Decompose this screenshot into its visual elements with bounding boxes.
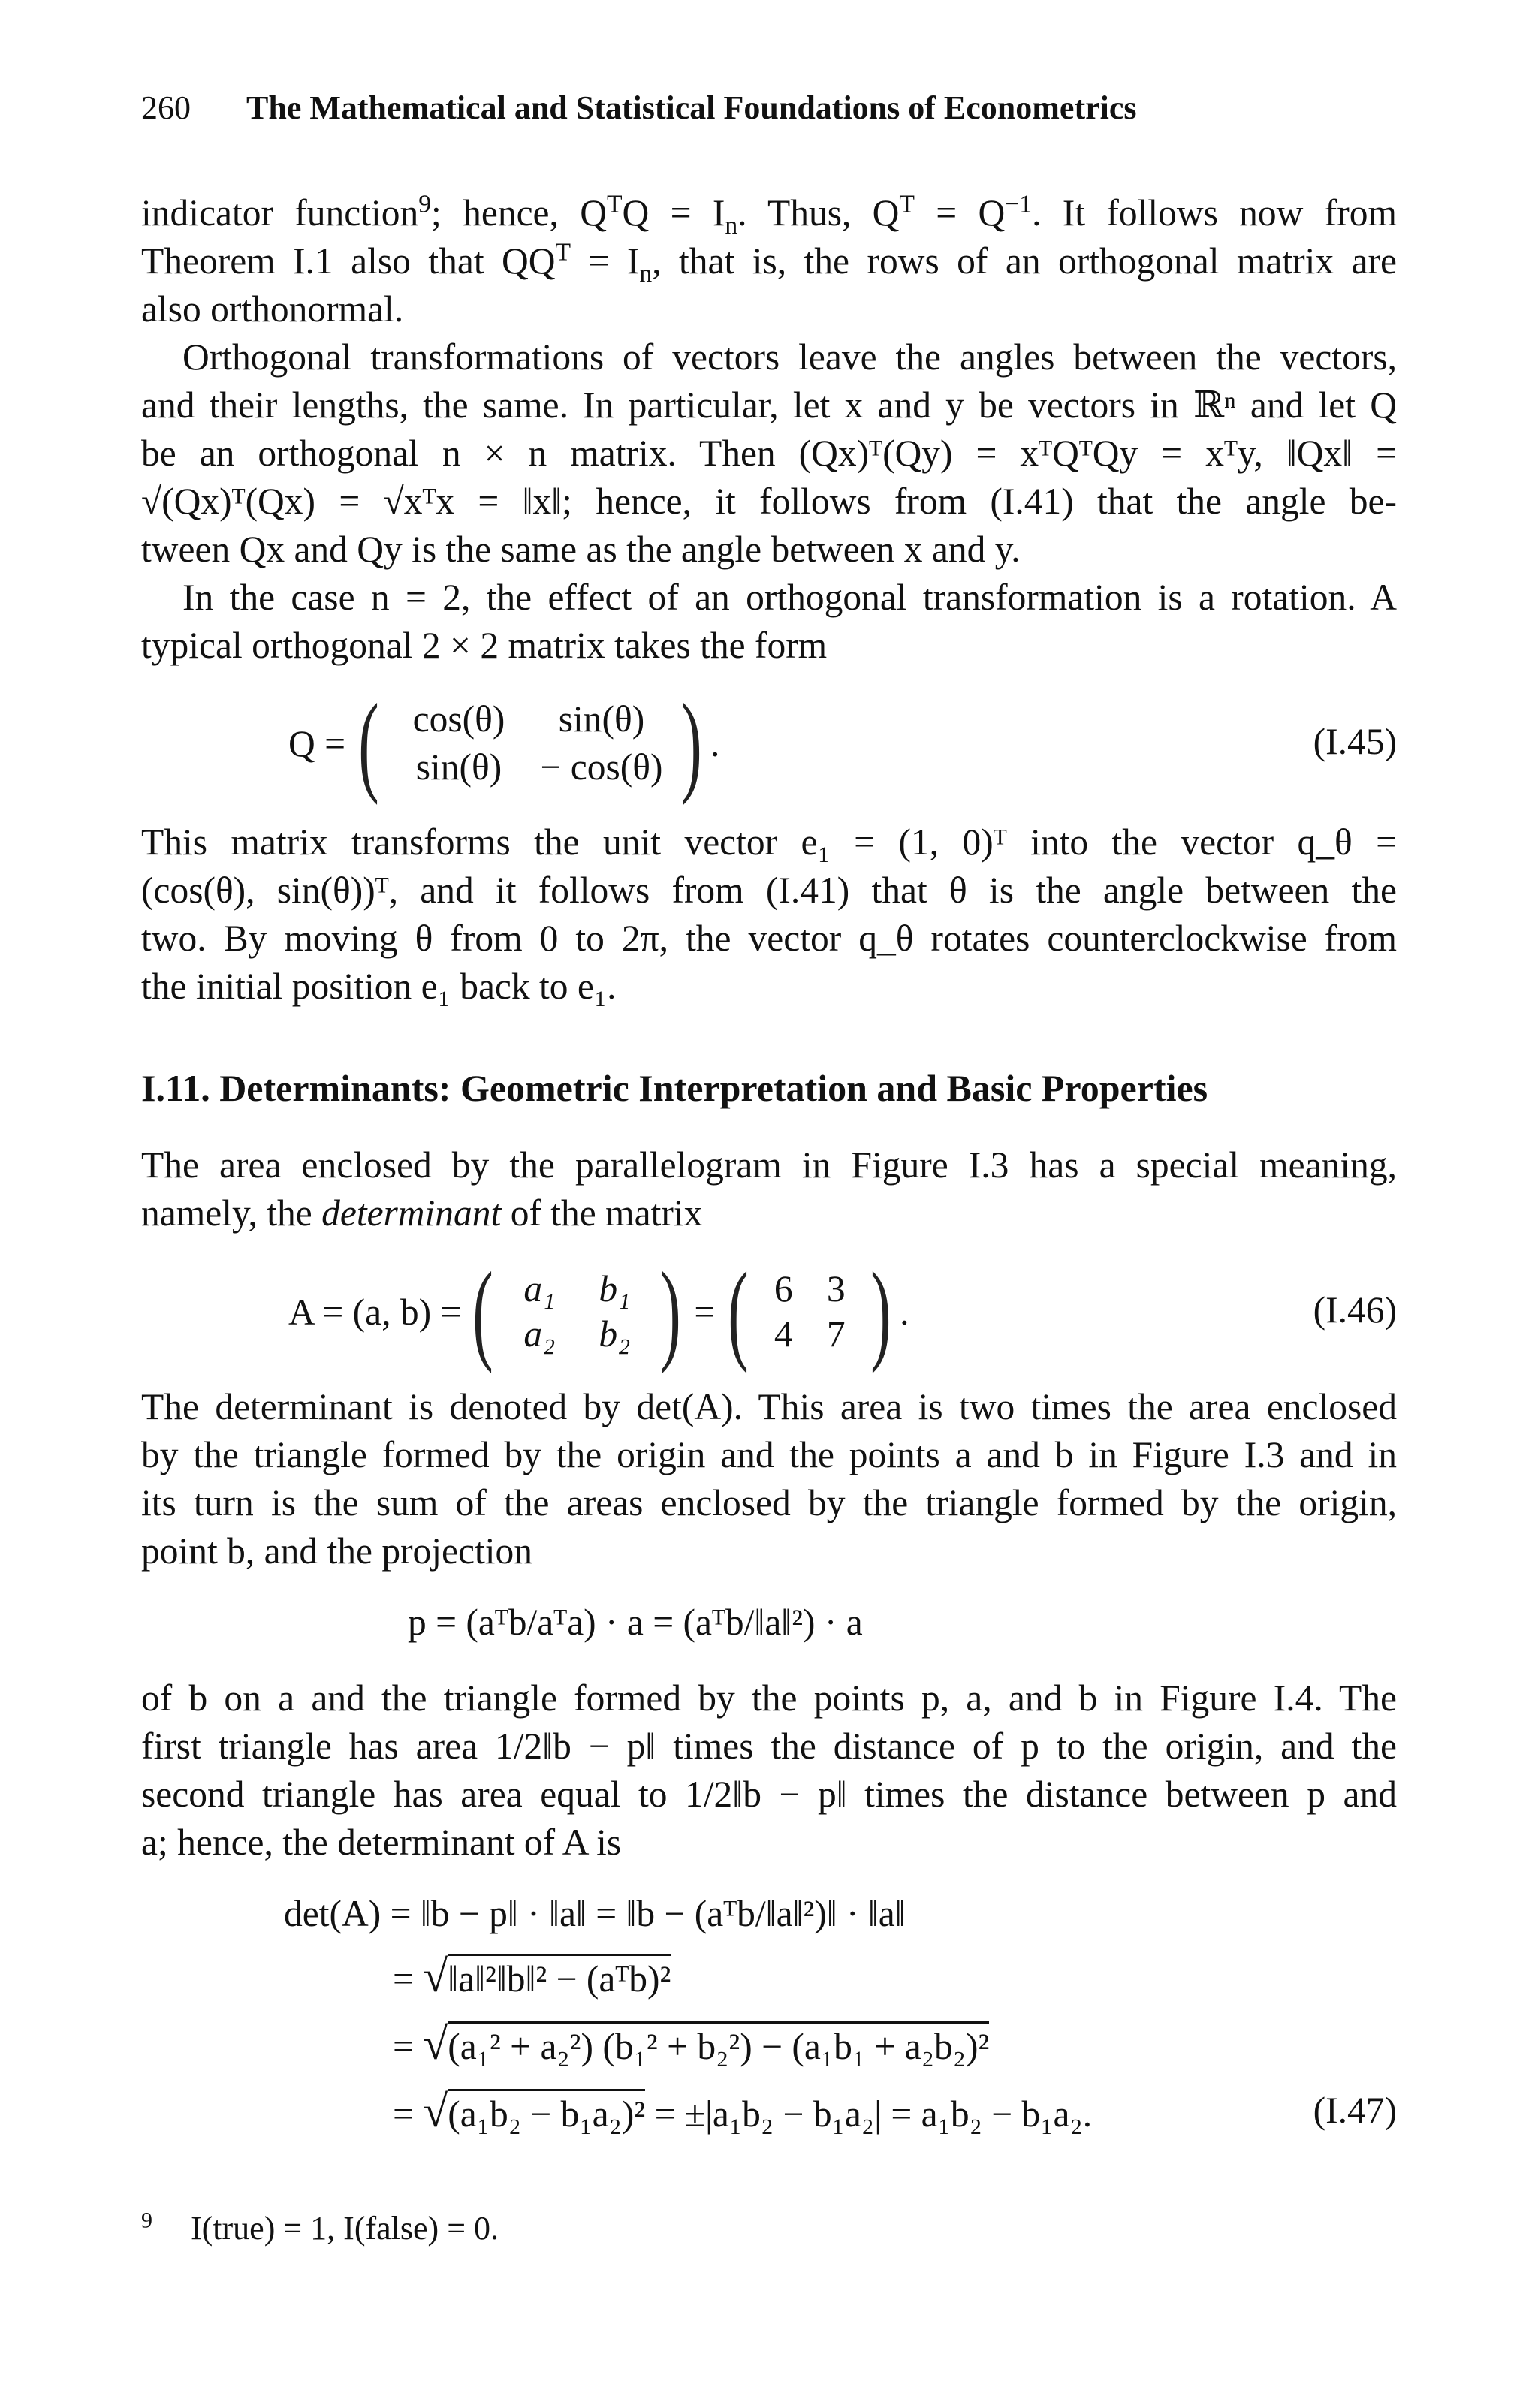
footnote-mark: 9: [141, 2208, 152, 2233]
equation-I47: [141, 1892, 1397, 2140]
book-page: 260 The Mathematical and Statistical Foundations of Econometrics indicator function$^9$; hence, $Q^TQ = I_n$. Thus, $Q^T = Q^{-1}$. It follows now from Theorem I.1 also that $QQ^T = I_n$, that is, the rows of an orthogonal matrix are also orthonormal. Orthogonal transformations of vectors leave the angles between the vectors, and their lengths, the same. In particular, let x and y be vectors in ℝⁿ and let Q be an orthogonal n × n matrix. Then (Qx)ᵀ(Qy) = xᵀQᵀQy = xᵀy, ‖Qx‖ = √(Qx)ᵀ(Qx) = √xᵀx = ‖x‖; hence, it follows from (I.41) that the angle be- tween Qx and Qy is the same as the angle between x and y. In the case n = 2, the effect of an orthogonal transformation is a rotation. A typical orthogonal 2 × 2 matrix takes the form Q = ( cos(θ) sin(θ) sin(θ) − cos(θ) ) . (I.45) This matrix transforms the unit vector e₁ = (1, 0)ᵀ into the vector q_θ = (cos(θ), sin(θ))ᵀ, and it follows from (I.41) that θ is the angle between the two. By moving θ from 0 to 2π, the vector q_θ rotates counterclockwise from the initial position e₁ back to e₁. I.11. Determinants: Geometric Interpretation and Basic Properties The area enclosed by the parallelogram in Figure I.3 has a special meaning, namely, the determinant of the matrix A = (a, b) = ( a₁ b₁ a₂ b₂ ) = ( 6 3 4 7 ) . (I.46) The determinant is denoted by det(A). This area is two times the area enclosed by the triangle formed by the origin and the points a and b in Figure I.3 and in its turn is the sum of the areas enclosed by the triangle formed by the origin, point b, and the projection p = (aᵀb/aᵀa) · a = (aᵀb/‖a‖²) · a of b on a and the triangle formed by the points p, a, and b in Figure I.4. The first triangle has area 1/2‖b − p‖ times the distance of p to the origin, and the second triangle has area equal to 1/2‖b − p‖ times the distance between p and a; hence, the determinant of A is det(A) = ‖b − p‖ · ‖a‖ = ‖b − (aᵀb/‖a‖²)‖ · ‖a‖ = √‖a‖²‖b‖² − (aᵀb)² = √(a₁² + a₂²) (b₁² + b₂²) − (a₁b₁ + a₂b₂)² = √(a₁b₂ − b₁a₂)² = ±|a₁b₂ − b₁a₂| = a₁b₂ − b₁a₂. (I.47) $^9$ I(true) = 1, I(false) = 0.: [141, 89, 1398, 2247]
equation-number: (I.46): [1313, 1289, 1397, 1331]
text-line: of b on a and the triangle formed by the points p, a, and b in Figure I.4. The: [141, 1677, 1397, 1719]
text-line: first triangle has area 1/2‖b − p‖ times the distance of p to the origin, and the: [141, 1725, 1397, 1767]
eq-row: = √(a₁b₂ − b₁a₂)² = ±|a₁b₂ − b₁a₂| = a₁b₂ − b₁a₂.: [393, 2087, 1093, 2136]
text-line: second triangle has area equal to 1/2‖b − p‖ times the distance between p and: [141, 1774, 1397, 1815]
text-line: √(Qx)ᵀ(Qx) = √xᵀx = ‖x‖; hence, it follows from (I.41) that the angle be-: [141, 481, 1397, 522]
text-line: the initial position e₁ back to e₁.: [141, 966, 617, 1007]
text-line: The determinant is denoted by det(A). This area is two times the area enclosed: [141, 1386, 1397, 1427]
rotation-matrix: cos(θ) sin(θ) sin(θ) − cos(θ): [412, 698, 663, 788]
page-number: 260: [141, 89, 191, 126]
text-line: (cos(θ), sin(θ))ᵀ, and it follows from (I.41) that θ is the angle between the: [141, 869, 1397, 911]
eq-row: det(A) = ‖b − p‖ · ‖a‖ = ‖b − (aᵀb/‖a‖²)‖ · ‖a‖: [284, 1893, 906, 1934]
text-line: its turn is the sum of the areas enclosed by the triangle formed by the origin,: [141, 1482, 1397, 1523]
equation-number: (I.47): [1313, 2090, 1397, 2131]
numeric-matrix: 6 3 4 7: [774, 1268, 846, 1355]
eq-row: = √‖a‖²‖b‖² − (aᵀb)²: [393, 1951, 671, 2001]
paragraph-orthogonal-transformations: [141, 333, 1397, 574]
text-line: and their lengths, the same. In particular, let x and y be vectors in ℝⁿ and let Q: [141, 384, 1397, 426]
text-line: a; hence, the determinant of A is: [141, 1822, 622, 1863]
text-line: In the case n = 2, the effect of an orthogonal transformation is a rotation. A: [182, 577, 1397, 618]
text-line: Orthogonal transformations of vectors leave the angles between the vectors,: [182, 336, 1397, 378]
eq-lhs: Q =: [288, 722, 346, 764]
paragraph-triangles: [141, 1674, 1397, 1867]
footnote: [141, 2209, 499, 2247]
eq-row: = √(a₁² + a₂²) (b₁² + b₂²) − (a₁b₁ + a₂b₂)²: [393, 2019, 990, 2069]
symbolic-matrix: a₁ b₁ a₂ b₂: [523, 1268, 631, 1355]
paragraph-determinant-area: [141, 1383, 1397, 1575]
text-line: Theorem I.1 also that $QQ^T = I_n$, that is, the rows of an orthogonal matrix are: [141, 238, 1398, 288]
paragraph-area-determinant: [141, 1141, 1397, 1237]
text-line: This matrix transforms the unit vector e₁ = (1, 0)ᵀ into the vector q_θ =: [141, 821, 1397, 863]
running-title: The Mathematical and Statistical Foundations of Econometrics: [246, 89, 1137, 126]
footnote-ref: 9: [418, 190, 432, 218]
section-heading: I.11. Determinants: Geometric Interpretation and Basic Properties: [141, 1067, 1208, 1109]
text-line: by the triangle formed by the origin and the points a and b in Figure I.3 and in: [141, 1434, 1397, 1475]
paragraph-orthogonal-rows: [141, 189, 1397, 333]
text-line: typical orthogonal 2 × 2 matrix takes the form: [141, 625, 828, 666]
equation-I45: Q = ( cos(θ) sin(θ) sin(θ) − cos(θ) ) . (I.45): [288, 681, 1397, 806]
equation-I46: A = (a, b) = ( a₁ b₁ a₂ b₂ ) = ( 6 3 4 7 ) . (I.46): [288, 1249, 1397, 1374]
paragraph-unit-vector: [141, 818, 1397, 1011]
text-line: point b, and the projection: [141, 1530, 533, 1572]
text-line: tween Qx and Qy is the same as the angle between x and y.: [141, 529, 1021, 570]
text-line: also orthonormal.: [141, 288, 404, 330]
text-line: two. By moving θ from 0 to 2π, the vector q_θ rotates counterclockwise from: [141, 918, 1397, 959]
footnote-text: I(true) = 1, I(false) = 0.: [191, 2210, 499, 2247]
running-header: [141, 89, 1137, 127]
paragraph-rotation: [141, 574, 1397, 670]
text-line: be an orthogonal n × n matrix. Then (Qx)ᵀ(Qy) = xᵀQᵀQy = xᵀy, ‖Qx‖ =: [141, 432, 1397, 474]
text-line: The area enclosed by the parallelogram in Figure I.3 has a special meaning,: [141, 1144, 1397, 1186]
text-line: indicator function$^9$; hence, $Q^TQ = I_n$. Thus, $Q^T = Q^{-1}$. It follows now from: [141, 190, 1397, 240]
text-line: namely, the determinant of the matrix: [141, 1192, 703, 1234]
equation-number: (I.45): [1313, 721, 1397, 762]
